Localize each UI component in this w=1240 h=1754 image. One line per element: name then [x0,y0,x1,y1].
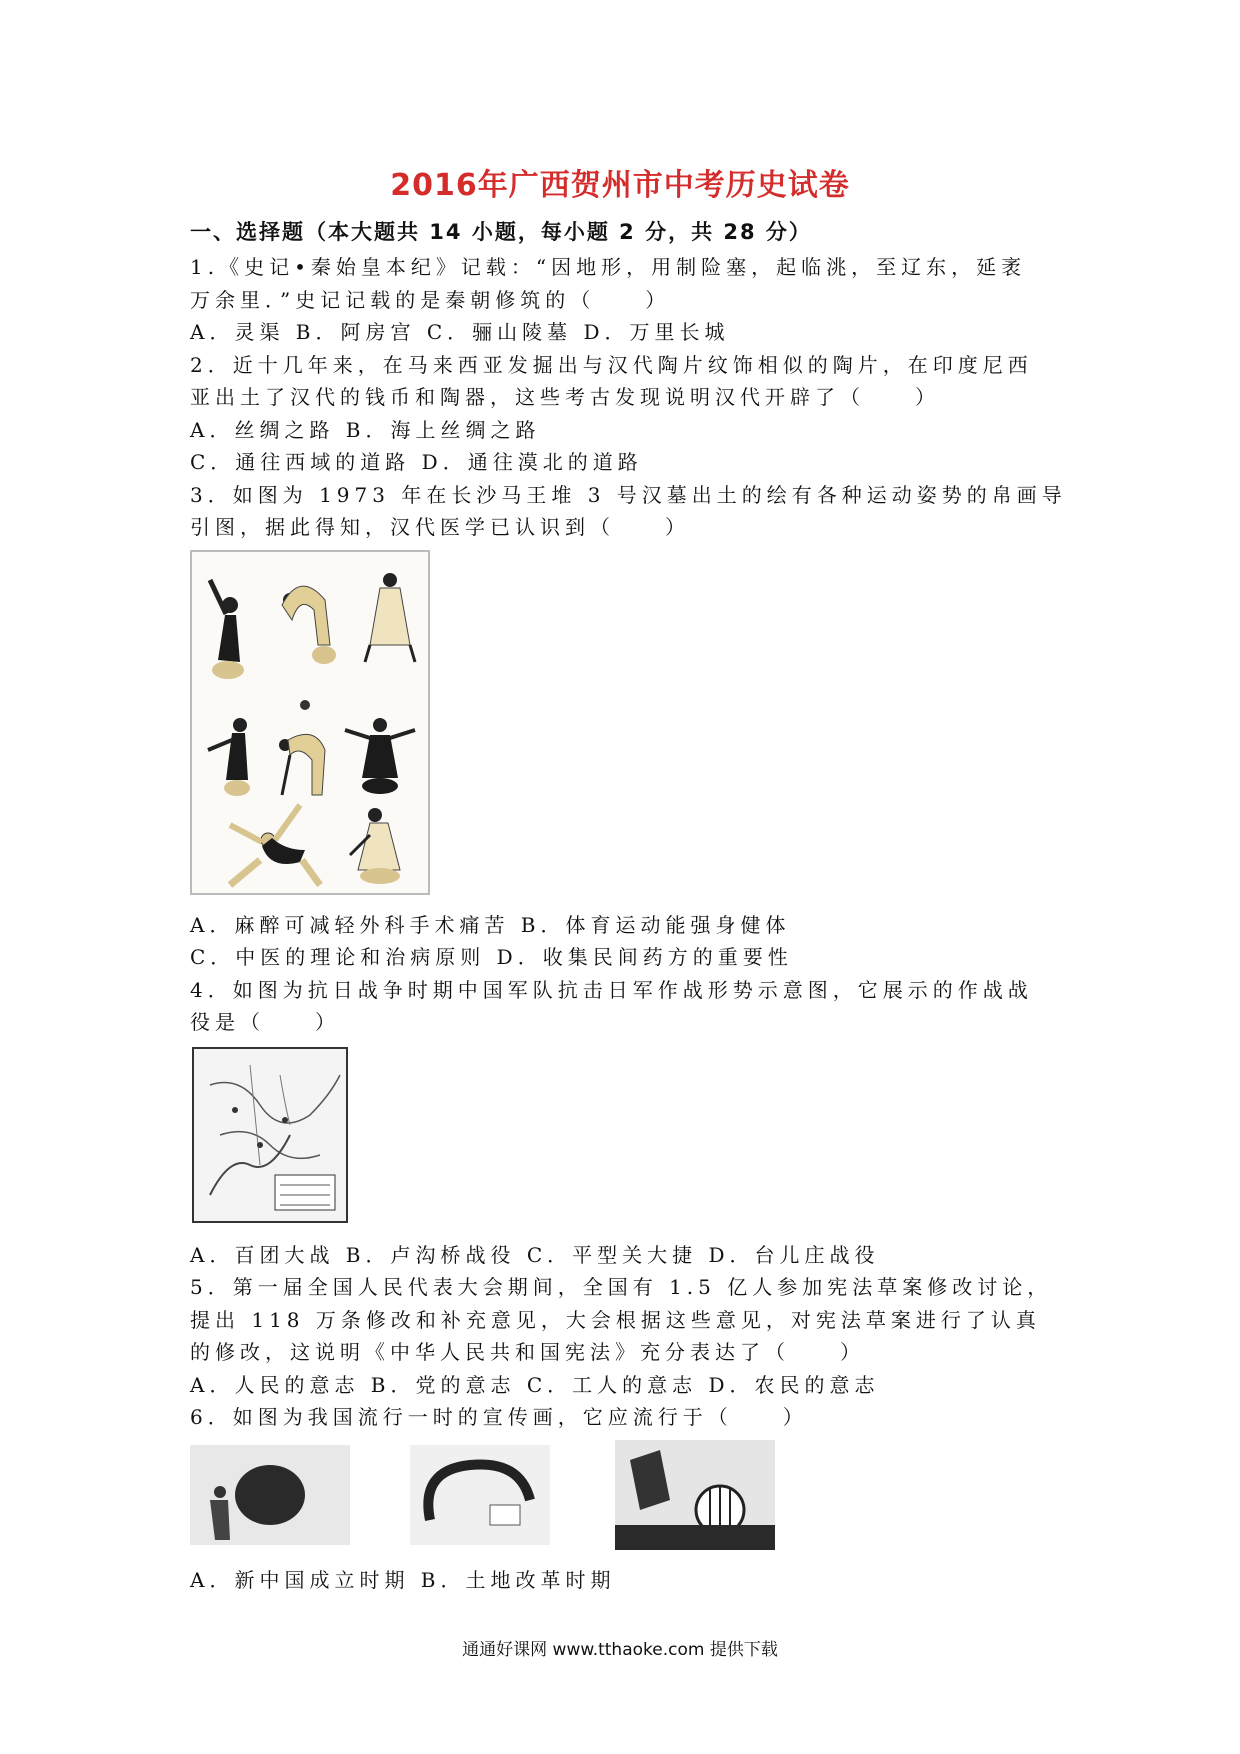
q3-text-line-1: 3．如图为 1973 年在长沙马王堆 3 号汉墓出土的绘有各种运动姿势的帛画导 [190,482,1067,507]
q3-options-2: C．中医的理论和治病原则 D．收集民间药方的重要性 [190,945,793,969]
poster-1 [190,1445,350,1545]
battle-map-figure [190,1045,1070,1225]
q5-text-line-3: 的修改，这说明《中华人民共和国宪法》充分表达了（ ） [190,1340,865,1364]
q6-text-line-1: 6．如图为我国流行一时的宣传画，它应流行于（ ） [190,1405,808,1429]
exam-title: 2016年广西贺州市中考历史试卷 [390,168,850,203]
poster-2 [410,1445,550,1545]
q5-text-line-1: 5．第一届全国人民代表大会期间，全国有 1.5 亿人参加宪法草案修改讨论， [190,1275,1053,1299]
exam-content [190,215,1070,1596]
q2-options-1: A．丝绸之路 B．海上丝绸之路 [190,417,541,442]
exercise-figures-image [190,550,430,895]
question-5 [190,1271,1070,1401]
question-1 [190,251,1070,349]
propaganda-posters-figure [190,1440,1070,1550]
poster-3 [615,1440,775,1550]
q4-text-line-2: 役是（ ） [190,1010,340,1034]
silk-painting-figure [190,550,1070,895]
q1-text-line-2: 万余里．”史记记载的是秦朝修筑的（ ） [190,287,671,312]
q4-options: A．百团大战 B．卢沟桥战役 C．平型关大捷 D．台儿庄战役 [190,1242,880,1267]
q2-text-line-2: 亚出土了汉代的钱币和陶器，这些考古发现说明汉代开辟了（ ） [190,385,940,409]
q5-text-line-2: 提出 118 万条修改和补充意见，大会根据这些意见，对宪法草案进行了认真 [190,1307,1041,1332]
q1-options: A．灵渠 B．阿房宫 C．骊山陵墓 D．万里长城 [190,320,730,344]
q1-text-line-1: 1.《史记•秦始皇本纪》记载：“因地形，用制险塞，起临洮，至辽东，延袤 [190,255,1027,279]
ball-icon [300,700,310,710]
q4-text-line-1: 4．如图为抗日战争时期中国军队抗击日军作战形势示意图，它展示的作战战 [190,977,1033,1002]
question-6 [190,1401,1070,1596]
battle-map-image [190,1045,350,1225]
q2-options-2: C．通往西域的道路 D．通往漠北的道路 [190,450,643,474]
propaganda-posters-image [190,1440,790,1550]
question-4 [190,974,1070,1272]
q2-text-line-1: 2．近十几年来，在马来西亚发掘出与汉代陶片纹饰相似的陶片，在印度尼西 [190,352,1033,377]
q3-text-line-2: 引图，据此得知，汉代医学已认识到（ ） [190,515,690,539]
q5-options: A．人民的意志 B．党的意志 C．工人的意志 D．农民的意志 [190,1372,880,1397]
q6-options: A．新中国成立时期 B．土地改革时期 [190,1567,616,1592]
q3-options-1: A．麻醉可减轻外科手术痛苦 B．体育运动能强身健体 [190,912,791,937]
section-heading: 一、选择题（本大题共 14 小题，每小题 2 分，共 28 分） [190,220,812,244]
question-3 [190,479,1070,974]
question-2 [190,349,1070,479]
footer-watermark: 通通好课网 www.tthaoke.com 提供下载 [462,1640,778,1660]
